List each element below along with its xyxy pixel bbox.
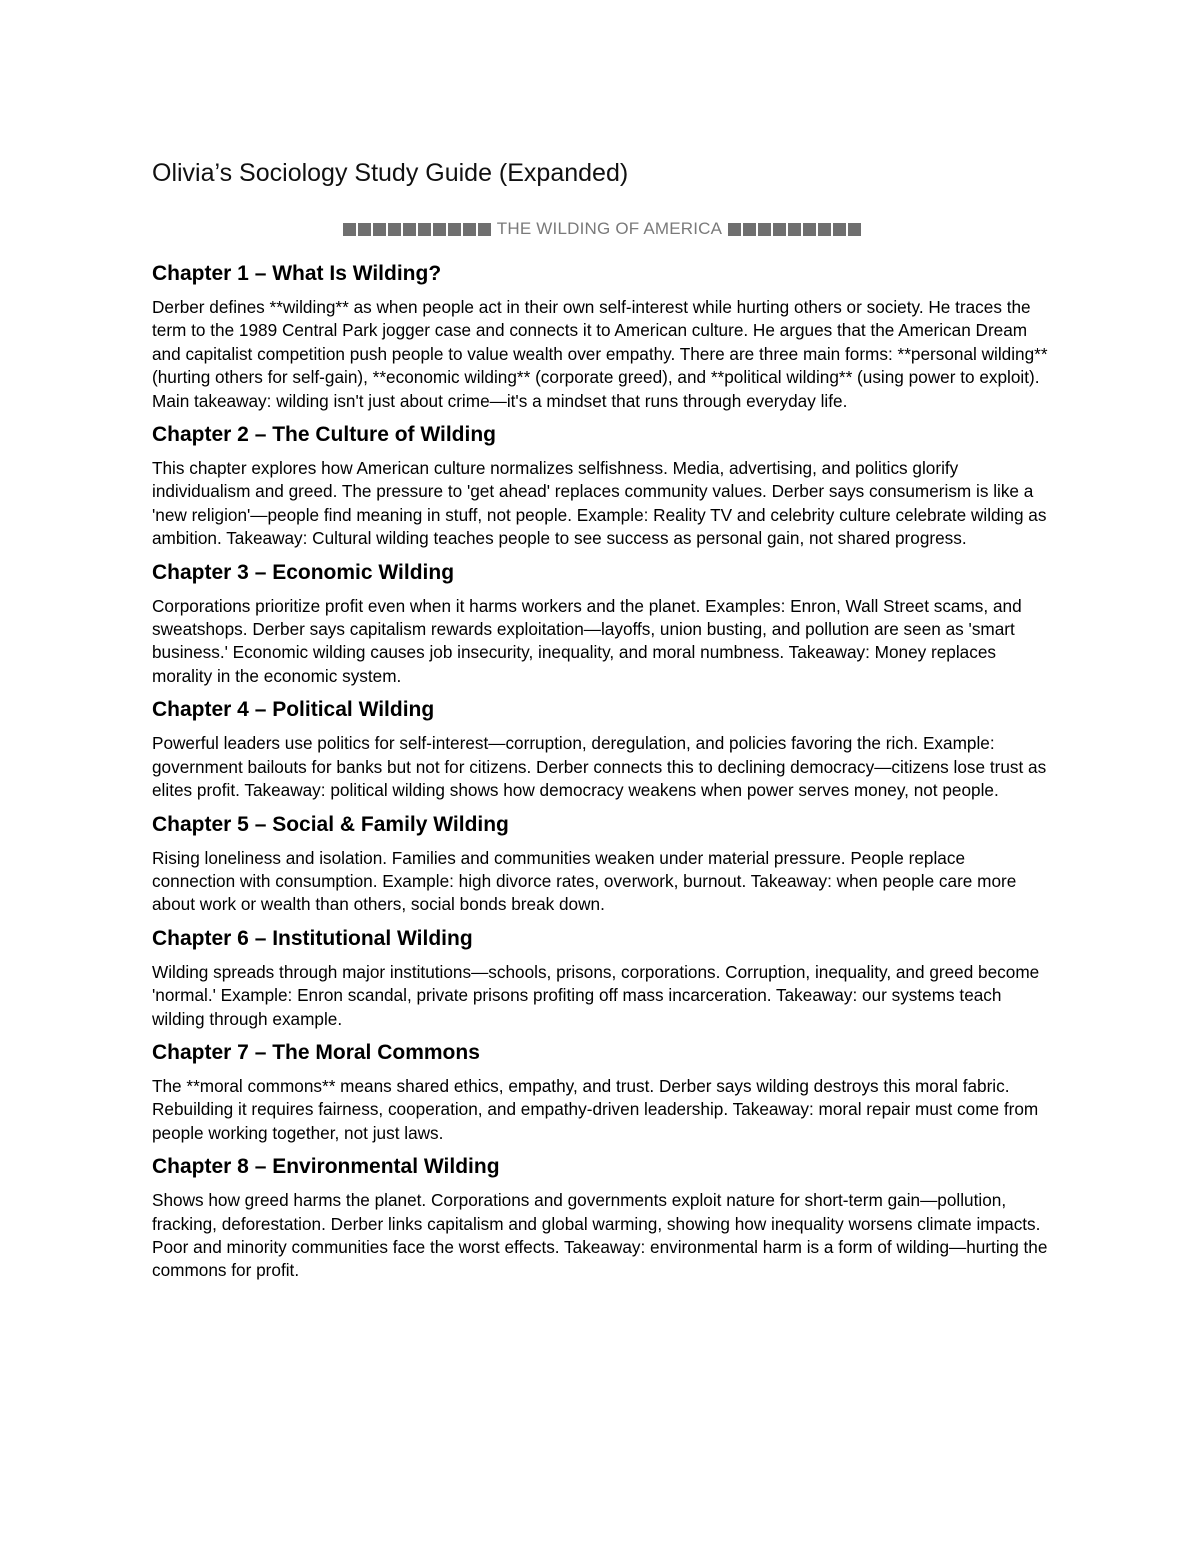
chapter-heading: Chapter 3 – Economic Wilding <box>152 560 455 584</box>
section-banner <box>152 216 1052 242</box>
chapter-section <box>152 559 1052 689</box>
document-page <box>152 150 1052 1283</box>
chapter-section <box>152 1039 1052 1145</box>
chapter-body: This chapter explores how American culture normalizes selfishness. Media, advertising, and politics glorify individualism and greed. The pressure to 'get ahead' replaces community values. Derber says consumerism is like a 'new religion'—people find meaning in stuff, not people. Example: Reality TV and celebrity culture celebrate wilding as ambition. Takeaway: Cultural wilding teaches people to see success as personal gain, not shared progress. <box>152 458 1047 549</box>
chapter-heading: Chapter 7 – The Moral Commons <box>152 1040 480 1064</box>
chapter-heading: Chapter 2 – The Culture of Wilding <box>152 423 496 447</box>
chapter-section <box>152 925 1052 1031</box>
chapter-section <box>152 1153 1052 1283</box>
chapter-body: Powerful leaders use politics for self-interest—corruption, deregulation, and policies favoring the rich. Example: government bailouts for banks but not for citizens. Derber connects this to declining democracy—citizens lose trust as elites profit. Takeaway: political wilding shows how democracy weakens when power serves money, not people. <box>152 733 1047 801</box>
document-title: Olivia’s Sociology Study Guide (Expanded) <box>152 159 629 187</box>
chapter-section <box>152 421 1052 551</box>
chapter-heading: Chapter 4 – Political Wilding <box>152 698 435 722</box>
chapter-body: Shows how greed harms the planet. Corporations and governments exploit nature for short-term gain—pollution, fracking, deforestation. Derber links capitalism and global warming, showing how inequality worsens climate impacts. Poor and minority communities face the worst effects. Takeaway: environmental harm is a form of wilding—hurting the commons for profit. <box>152 1190 1048 1281</box>
chapter-body: Rising loneliness and isolation. Families and communities weaken under material pressure. People replace connection with consumption. Example: high divorce rates, overwork, burnout. Takeaway: when people care more about work or wealth than others, social bonds break down. <box>152 847 1017 915</box>
banner-title: THE WILDING OF AMERICA <box>496 219 723 238</box>
chapter-body: Derber defines **wilding** as when people act in their own self-interest while hurting others or society. He traces the term to the 1989 Central Park jogger case and connects it to American culture. He argues that the American Dream and capitalist competition push people to value wealth over empathy. There are three main forms: **personal wilding** (hurting others for self-gain), **economic wilding** (corporate greed), and **political wilding** (using power to exploit). Main takeaway: wilding isn't just about crime—it's a mindset that runs through everyday life. <box>152 297 1048 411</box>
chapter-heading: Chapter 8 – Environmental Wilding <box>152 1155 500 1179</box>
chapter-section <box>152 811 1052 917</box>
chapter-body: The **moral commons** means shared ethics, empathy, and trust. Derber says wilding destroys this moral fabric. Rebuilding it requires fairness, cooperation, and empathy-driven leadership. Takeaway: moral repair must come from people working together, not just laws. <box>152 1075 1039 1143</box>
banner-left-bar <box>343 223 491 236</box>
chapter-body: Wilding spreads through major institutions—schools, prisons, corporations. Corruption, inequality, and greed become 'normal.' Example: Enron scandal, private prisons profiting off mass incarceration. Takeaway: our systems teach wilding through example. <box>152 961 1040 1029</box>
chapter-heading: Chapter 5 – Social & Family Wilding <box>152 812 509 836</box>
chapter-section <box>152 696 1052 802</box>
chapter-body: Corporations prioritize profit even when it harms workers and the planet. Examples: Enron, Wall Street scams, and sweatshops. Derber says capitalism rewards exploitation—layoffs, union busting, and pollution are seen as 'smart business.' Economic wilding causes job insecurity, inequality, and moral numbness. Takeaway: Money replaces morality in the economic system. <box>152 595 1022 686</box>
banner-right-bar <box>728 223 861 236</box>
chapter-section <box>152 260 1052 413</box>
chapter-heading: Chapter 1 – What Is Wilding? <box>152 262 442 285</box>
chapter-heading: Chapter 6 – Institutional Wilding <box>152 926 473 950</box>
